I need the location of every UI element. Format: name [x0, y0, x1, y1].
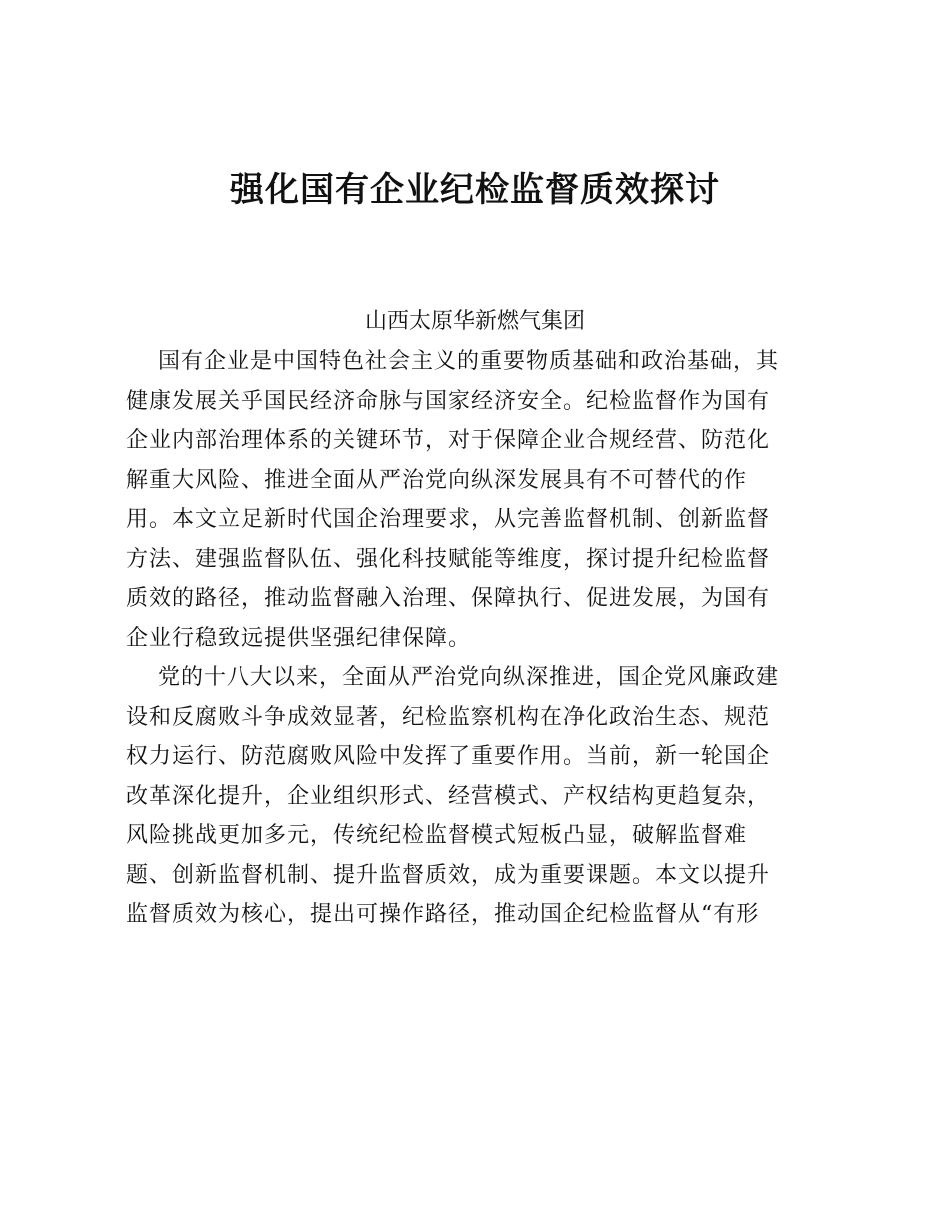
paragraph-intro [126, 342, 830, 658]
document-author: 山西太原华新燃气集团 [364, 309, 585, 334]
text-line: 企业内部治理体系的关键环节，对于保障企业合规经营、防范化 [126, 428, 771, 453]
text-line: 国有企业是中国特色社会主义的重要物质基础和政治基础，其 [158, 349, 780, 374]
text-line: 权力运行、防范腐败风险中发挥了重要作用。当前，新一轮国企 [126, 744, 771, 769]
text-line: 质效的路径，推动监督融入治理、保障执行、促进发展，为国有 [126, 586, 771, 611]
text-line: 方法、建强监督队伍、强化科技赋能等维度，探讨提升纪检监督 [126, 546, 771, 572]
text-line: 健康发展关乎国民经济命脉与国家经济安全。纪检监督作为国有 [126, 388, 771, 414]
text-line: 题、创新监督机制、提升监督质效，成为重要课题。本文以提升 [126, 862, 771, 888]
text-line: 用。本文立足新时代国企治理要求，从完善监督机制、创新监督 [126, 507, 771, 532]
text-line: 党的十八大以来，全面从严治党向纵深推进，国企党风廉政建 [158, 665, 780, 690]
text-line: 企业行稳致远提供坚强纪律保障。 [126, 625, 472, 651]
paragraph-background [126, 658, 830, 935]
text-line: 解重大风险、推进全面从严治党向纵深发展具有不可替代的作 [126, 467, 748, 493]
text-line: 风险挑战更加多元，传统纪检监督模式短板凸显，破解监督难 [126, 823, 748, 848]
document-title: 强化国有企业纪检监督质效探讨 [230, 170, 720, 210]
text-line: 改革深化提升，企业组织形式、经营模式、产权结构更趋复杂， [126, 783, 771, 809]
text-line: 监督质效为核心，提出可操作路径，推动国企纪检监督从“有形 [126, 902, 760, 927]
document-body [126, 342, 830, 935]
text-line: 设和反腐败斗争成效显著，纪检监察机构在净化政治生态、规范 [126, 704, 771, 730]
